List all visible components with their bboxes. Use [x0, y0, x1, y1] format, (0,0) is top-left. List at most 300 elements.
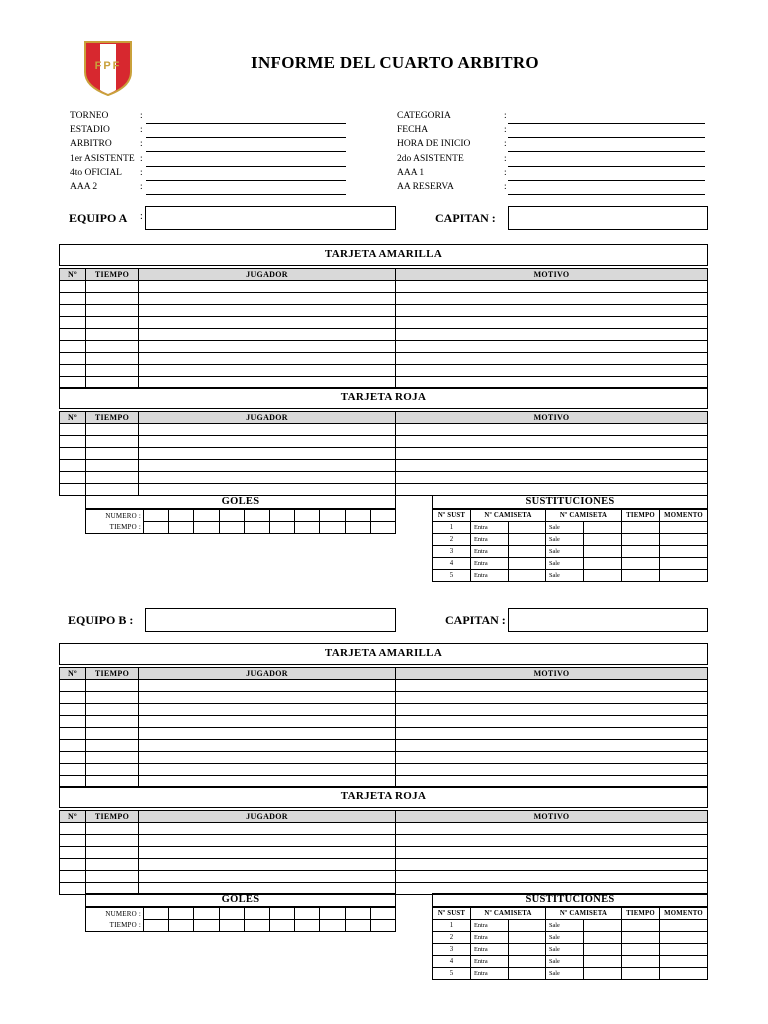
cell-num[interactable]: [60, 484, 86, 496]
cell-tiempo[interactable]: [86, 460, 139, 472]
cell-jugador[interactable]: [139, 716, 396, 728]
cell-jugador[interactable]: [139, 293, 396, 305]
team-a-captain-label: CAPITAN :: [435, 211, 496, 225]
cell-motivo[interactable]: [396, 692, 708, 704]
field-colon: :: [504, 125, 507, 136]
field-input-line[interactable]: [146, 166, 346, 167]
sust-entra-label: Entra: [471, 546, 509, 558]
goals-cell[interactable]: [219, 510, 244, 522]
field-input-line[interactable]: [508, 194, 705, 195]
sust-tiempo-cell[interactable]: [622, 546, 660, 558]
sust-tiempo-cell[interactable]: [622, 944, 660, 956]
team-a-name-field[interactable]: [145, 206, 396, 230]
cell-num[interactable]: [60, 740, 86, 752]
sust-momento-cell[interactable]: [660, 534, 708, 546]
sust-sale-label: Sale: [546, 932, 584, 944]
cell-jugador[interactable]: [139, 424, 396, 436]
team-a-red-card-title: TARJETA ROJA: [59, 387, 708, 409]
field-input-line[interactable]: [508, 180, 705, 181]
sust-entra-label: Entra: [471, 968, 509, 980]
cell-motivo[interactable]: [396, 823, 708, 835]
sust-entra-label: Entra: [471, 522, 509, 534]
team-b-captain-label: CAPITAN :: [445, 613, 506, 627]
cell-num[interactable]: [60, 823, 86, 835]
goals-cell[interactable]: [370, 908, 395, 920]
cell-num[interactable]: [60, 460, 86, 472]
team-a-yellow-card-table: [59, 268, 708, 389]
cell-num[interactable]: [60, 448, 86, 460]
goals-cell[interactable]: [244, 920, 269, 932]
field-label: AAA 1: [397, 167, 425, 178]
cell-motivo[interactable]: [396, 752, 708, 764]
cell-jugador[interactable]: [139, 436, 396, 448]
cell-motivo[interactable]: [396, 448, 708, 460]
cell-jugador[interactable]: [139, 329, 396, 341]
sust-momento-cell[interactable]: [660, 570, 708, 582]
sust-tiempo-cell[interactable]: [622, 920, 660, 932]
field-colon: :: [504, 167, 507, 178]
sust-number: 4: [433, 956, 471, 968]
goals-cell[interactable]: [144, 510, 169, 522]
cell-motivo[interactable]: [396, 704, 708, 716]
sust-sale-cell[interactable]: [584, 968, 622, 980]
team-b-name-field[interactable]: [145, 608, 396, 632]
goals-cell[interactable]: [320, 510, 345, 522]
goals-cell[interactable]: [169, 510, 194, 522]
sust-sale-label: Sale: [546, 558, 584, 570]
sust-momento-cell[interactable]: [660, 956, 708, 968]
cell-jugador[interactable]: [139, 448, 396, 460]
cell-motivo[interactable]: [396, 728, 708, 740]
table-row: [433, 944, 708, 956]
sust-camiseta-out-header: Nº CAMISETA: [546, 510, 622, 522]
cell-tiempo[interactable]: [86, 728, 139, 740]
info-left-field-1er-asistente[interactable]: [70, 154, 346, 168]
cell-num[interactable]: [60, 847, 86, 859]
goals-cell[interactable]: [244, 908, 269, 920]
cell-tiempo[interactable]: [86, 305, 139, 317]
cell-jugador[interactable]: [139, 305, 396, 317]
sust-sale-cell[interactable]: [584, 932, 622, 944]
col-num-header: Nº: [60, 668, 86, 680]
goals-cell[interactable]: [144, 920, 169, 932]
cell-jugador[interactable]: [139, 484, 396, 496]
cell-motivo[interactable]: [396, 847, 708, 859]
cell-tiempo[interactable]: [86, 704, 139, 716]
cell-motivo[interactable]: [396, 317, 708, 329]
field-colon: :: [504, 139, 507, 150]
cell-tiempo[interactable]: [86, 847, 139, 859]
sust-sale-label: Sale: [546, 546, 584, 558]
sust-sale-cell[interactable]: [584, 944, 622, 956]
cell-jugador[interactable]: [139, 704, 396, 716]
cell-num[interactable]: [60, 329, 86, 341]
team-b-captain-field[interactable]: [508, 608, 708, 632]
cell-tiempo[interactable]: [86, 835, 139, 847]
cell-tiempo[interactable]: [86, 341, 139, 353]
sust-sale-cell[interactable]: [584, 534, 622, 546]
sust-momento-header: MOMENTO: [660, 510, 708, 522]
team-a-goals-title: GOLES: [85, 495, 396, 509]
cell-jugador[interactable]: [139, 317, 396, 329]
cell-jugador[interactable]: [139, 692, 396, 704]
cell-jugador[interactable]: [139, 472, 396, 484]
team-b-goals-title: GOLES: [85, 893, 396, 907]
cell-tiempo[interactable]: [86, 823, 139, 835]
table-row: [433, 570, 708, 582]
cell-tiempo[interactable]: [86, 329, 139, 341]
info-right-field-categoria[interactable]: [397, 111, 708, 125]
sust-tiempo-cell[interactable]: [622, 534, 660, 546]
cell-motivo[interactable]: [396, 353, 708, 365]
cell-num[interactable]: [60, 281, 86, 293]
field-input-line[interactable]: [508, 151, 705, 152]
cell-motivo[interactable]: [396, 281, 708, 293]
sust-sale-cell[interactable]: [584, 570, 622, 582]
field-colon: :: [140, 111, 143, 121]
field-label: CATEGORIA: [397, 111, 451, 121]
sust-entra-label: Entra: [471, 956, 509, 968]
sust-sale-cell[interactable]: [584, 920, 622, 932]
cell-motivo[interactable]: [396, 716, 708, 728]
goals-cell[interactable]: [370, 920, 395, 932]
goals-cell[interactable]: [370, 522, 395, 534]
col-motivo-header: MOTIVO: [396, 412, 708, 424]
goals-cell[interactable]: [144, 908, 169, 920]
cell-jugador[interactable]: [139, 752, 396, 764]
table-row: [60, 728, 708, 740]
cell-tiempo[interactable]: [86, 752, 139, 764]
sust-number: 2: [433, 932, 471, 944]
sust-entra-cell[interactable]: [509, 546, 546, 558]
field-input-line[interactable]: [508, 166, 705, 167]
page-title: INFORME DEL CUARTO ARBITRO: [251, 53, 539, 72]
field-input-line[interactable]: [146, 137, 346, 138]
cell-num[interactable]: [60, 835, 86, 847]
field-input-line[interactable]: [146, 151, 346, 152]
field-input-line[interactable]: [508, 137, 705, 138]
cell-jugador[interactable]: [139, 353, 396, 365]
cell-motivo[interactable]: [396, 680, 708, 692]
sust-number: 3: [433, 546, 471, 558]
field-input-line[interactable]: [146, 194, 346, 195]
cell-motivo[interactable]: [396, 859, 708, 871]
goals-cell[interactable]: [169, 908, 194, 920]
goals-cell[interactable]: [295, 908, 320, 920]
goals-cell[interactable]: [320, 908, 345, 920]
team-a-subs-title: SUSTITUCIONES: [432, 495, 708, 509]
cell-num[interactable]: [60, 305, 86, 317]
field-input-line[interactable]: [146, 180, 346, 181]
goals-cell[interactable]: [295, 522, 320, 534]
sust-tiempo-cell[interactable]: [622, 558, 660, 570]
sust-sale-cell[interactable]: [584, 558, 622, 570]
col-jugador-header: JUGADOR: [139, 668, 396, 680]
field-label: 2do ASISTENTE: [397, 153, 464, 164]
info-right-field-hora-de-inicio[interactable]: [397, 139, 708, 153]
table-row: [433, 932, 708, 944]
table-row: [60, 871, 708, 883]
col-motivo-header: MOTIVO: [396, 269, 708, 281]
table-row: [60, 823, 708, 835]
sust-number: 2: [433, 534, 471, 546]
table-row: [60, 859, 708, 871]
cell-motivo[interactable]: [396, 764, 708, 776]
sust-sale-label: Sale: [546, 522, 584, 534]
info-left-field-estadio[interactable]: [70, 125, 346, 139]
sust-entra-cell[interactable]: [509, 570, 546, 582]
goals-cell[interactable]: [169, 920, 194, 932]
table-row: [60, 365, 708, 377]
cell-motivo[interactable]: [396, 424, 708, 436]
field-colon: :: [140, 153, 143, 164]
goals-cell[interactable]: [244, 510, 269, 522]
cell-tiempo[interactable]: [86, 871, 139, 883]
goals-cell[interactable]: [370, 510, 395, 522]
table-row: [60, 740, 708, 752]
cell-tiempo[interactable]: [86, 716, 139, 728]
cell-tiempo[interactable]: [86, 281, 139, 293]
cell-num[interactable]: [60, 692, 86, 704]
cell-num[interactable]: [60, 704, 86, 716]
sust-number: 5: [433, 570, 471, 582]
team-b-red-card-table: [59, 810, 708, 895]
cell-tiempo[interactable]: [86, 859, 139, 871]
cell-jugador[interactable]: [139, 847, 396, 859]
cell-num[interactable]: [60, 424, 86, 436]
sust-entra-cell[interactable]: [509, 932, 546, 944]
table-row: [60, 448, 708, 460]
goals-cell[interactable]: [219, 920, 244, 932]
goals-cell[interactable]: [345, 920, 370, 932]
cell-jugador[interactable]: [139, 281, 396, 293]
table-row: [60, 704, 708, 716]
sust-entra-cell[interactable]: [509, 558, 546, 570]
cell-motivo[interactable]: [396, 472, 708, 484]
field-label: HORA DE INICIO: [397, 139, 471, 150]
sust-camiseta-in-header: Nº CAMISETA: [471, 908, 546, 920]
cell-tiempo[interactable]: [86, 293, 139, 305]
cell-motivo[interactable]: [396, 484, 708, 496]
sust-momento-cell[interactable]: [660, 546, 708, 558]
cell-jugador[interactable]: [139, 740, 396, 752]
cell-jugador[interactable]: [139, 859, 396, 871]
goals-cell[interactable]: [345, 522, 370, 534]
sust-momento-cell[interactable]: [660, 920, 708, 932]
goals-cell[interactable]: [219, 908, 244, 920]
cell-tiempo[interactable]: [86, 484, 139, 496]
col-jugador-header: JUGADOR: [139, 811, 396, 823]
goals-cell[interactable]: [194, 920, 219, 932]
cell-num[interactable]: [60, 728, 86, 740]
sust-tiempo-header: TIEMPO: [622, 908, 660, 920]
cell-jugador[interactable]: [139, 835, 396, 847]
sust-sale-label: Sale: [546, 534, 584, 546]
col-tiempo-header: TIEMPO: [86, 269, 139, 281]
sust-entra-cell[interactable]: [509, 968, 546, 980]
cell-motivo[interactable]: [396, 329, 708, 341]
sust-momento-cell[interactable]: [660, 968, 708, 980]
cell-tiempo[interactable]: [86, 680, 139, 692]
sust-entra-cell[interactable]: [509, 944, 546, 956]
field-input-line[interactable]: [508, 123, 705, 124]
cell-motivo[interactable]: [396, 341, 708, 353]
sust-number: 4: [433, 558, 471, 570]
goals-cell[interactable]: [320, 522, 345, 534]
info-right-field-aa-reserva[interactable]: [397, 182, 708, 196]
team-a-captain-field[interactable]: [508, 206, 708, 230]
team-a-goals-table: [85, 509, 396, 534]
goals-cell[interactable]: [194, 522, 219, 534]
goals-cell[interactable]: [269, 920, 294, 932]
info-right-field-2do-asistente[interactable]: [397, 154, 708, 168]
sust-entra-cell[interactable]: [509, 920, 546, 932]
cell-jugador[interactable]: [139, 365, 396, 377]
cell-num[interactable]: [60, 871, 86, 883]
sust-entra-cell[interactable]: [509, 534, 546, 546]
cell-num[interactable]: [60, 680, 86, 692]
table-row: [60, 752, 708, 764]
cell-num[interactable]: [60, 353, 86, 365]
field-input-line[interactable]: [146, 123, 346, 124]
goals-cell[interactable]: [295, 920, 320, 932]
cell-tiempo[interactable]: [86, 353, 139, 365]
table-row: [60, 460, 708, 472]
info-left-field-4to-oficial[interactable]: [70, 168, 346, 182]
cell-jugador[interactable]: [139, 680, 396, 692]
sust-momento-header: MOMENTO: [660, 908, 708, 920]
sust-momento-cell[interactable]: [660, 932, 708, 944]
col-tiempo-header: TIEMPO: [86, 811, 139, 823]
cell-num[interactable]: [60, 317, 86, 329]
table-row: [60, 692, 708, 704]
field-label: AA RESERVA: [397, 182, 454, 192]
info-left-field-arbitro[interactable]: [70, 139, 346, 153]
field-colon: :: [504, 153, 507, 164]
cell-jugador[interactable]: [139, 341, 396, 353]
cell-tiempo[interactable]: [86, 692, 139, 704]
col-jugador-header: JUGADOR: [139, 412, 396, 424]
field-colon: :: [504, 182, 507, 192]
info-right-field-fecha[interactable]: [397, 125, 708, 139]
cell-tiempo[interactable]: [86, 365, 139, 377]
sust-sale-cell[interactable]: [584, 956, 622, 968]
cell-motivo[interactable]: [396, 293, 708, 305]
cell-jugador[interactable]: [139, 764, 396, 776]
goals-cell[interactable]: [345, 908, 370, 920]
col-num-header: Nº: [60, 412, 86, 424]
cell-tiempo[interactable]: [86, 448, 139, 460]
sust-tiempo-cell[interactable]: [622, 968, 660, 980]
cell-num[interactable]: [60, 752, 86, 764]
sust-momento-cell[interactable]: [660, 558, 708, 570]
cell-num[interactable]: [60, 716, 86, 728]
sust-entra-cell[interactable]: [509, 956, 546, 968]
sust-sale-cell[interactable]: [584, 522, 622, 534]
team-a-subs-table: [432, 509, 708, 582]
col-num-header: Nº: [60, 269, 86, 281]
sust-tiempo-cell[interactable]: [622, 522, 660, 534]
team-a-red-card-table: [59, 411, 708, 496]
sust-number: 5: [433, 968, 471, 980]
goals-cell[interactable]: [269, 908, 294, 920]
sust-momento-cell[interactable]: [660, 522, 708, 534]
goals-cell[interactable]: [194, 908, 219, 920]
cell-num[interactable]: [60, 859, 86, 871]
goals-row: [86, 908, 396, 920]
cell-num[interactable]: [60, 365, 86, 377]
cell-num[interactable]: [60, 472, 86, 484]
cell-jugador[interactable]: [139, 728, 396, 740]
col-motivo-header: MOTIVO: [396, 811, 708, 823]
table-row: [60, 353, 708, 365]
cell-num[interactable]: [60, 883, 86, 895]
cell-tiempo[interactable]: [86, 472, 139, 484]
col-jugador-header: JUGADOR: [139, 269, 396, 281]
cell-jugador[interactable]: [139, 460, 396, 472]
goals-cell[interactable]: [269, 522, 294, 534]
cell-motivo[interactable]: [396, 740, 708, 752]
sust-camiseta-in-header: Nº CAMISETA: [471, 510, 546, 522]
sust-sale-label: Sale: [546, 968, 584, 980]
cell-tiempo[interactable]: [86, 436, 139, 448]
cell-tiempo[interactable]: [86, 764, 139, 776]
goals-cell[interactable]: [295, 510, 320, 522]
cell-num[interactable]: [60, 341, 86, 353]
info-right-field-aaa-1[interactable]: [397, 168, 708, 182]
cell-tiempo[interactable]: [86, 317, 139, 329]
field-colon: :: [140, 125, 143, 136]
cell-tiempo[interactable]: [86, 424, 139, 436]
goals-cell[interactable]: [345, 510, 370, 522]
info-left-field-aaa-2[interactable]: [70, 182, 346, 196]
cell-jugador[interactable]: [139, 871, 396, 883]
team-b-red-card-title: TARJETA ROJA: [59, 786, 708, 808]
table-row: [433, 968, 708, 980]
sust-tiempo-cell[interactable]: [622, 570, 660, 582]
goals-cell[interactable]: [320, 920, 345, 932]
goals-cell[interactable]: [194, 510, 219, 522]
team-a-yellow-card-title: TARJETA AMARILLA: [59, 244, 708, 266]
sust-tiempo-cell[interactable]: [622, 956, 660, 968]
sust-sale-cell[interactable]: [584, 546, 622, 558]
sust-entra-cell[interactable]: [509, 522, 546, 534]
cell-motivo[interactable]: [396, 365, 708, 377]
sust-momento-cell[interactable]: [660, 944, 708, 956]
cell-motivo[interactable]: [396, 835, 708, 847]
cell-motivo[interactable]: [396, 460, 708, 472]
cell-num[interactable]: [60, 293, 86, 305]
sust-num-header: Nº SUST: [433, 510, 471, 522]
field-colon: :: [140, 182, 143, 192]
sust-tiempo-cell[interactable]: [622, 932, 660, 944]
cell-motivo[interactable]: [396, 305, 708, 317]
cell-tiempo[interactable]: [86, 740, 139, 752]
goals-row-label: TIEMPO :: [86, 920, 144, 932]
goals-cell[interactable]: [244, 522, 269, 534]
info-left-field-torneo[interactable]: [70, 111, 346, 125]
cell-num[interactable]: [60, 764, 86, 776]
cell-num[interactable]: [60, 436, 86, 448]
goals-cell[interactable]: [269, 510, 294, 522]
goals-cell[interactable]: [219, 522, 244, 534]
cell-jugador[interactable]: [139, 823, 396, 835]
table-row: [60, 716, 708, 728]
cell-motivo[interactable]: [396, 436, 708, 448]
cell-motivo[interactable]: [396, 871, 708, 883]
goals-cell[interactable]: [144, 522, 169, 534]
goals-cell[interactable]: [169, 522, 194, 534]
